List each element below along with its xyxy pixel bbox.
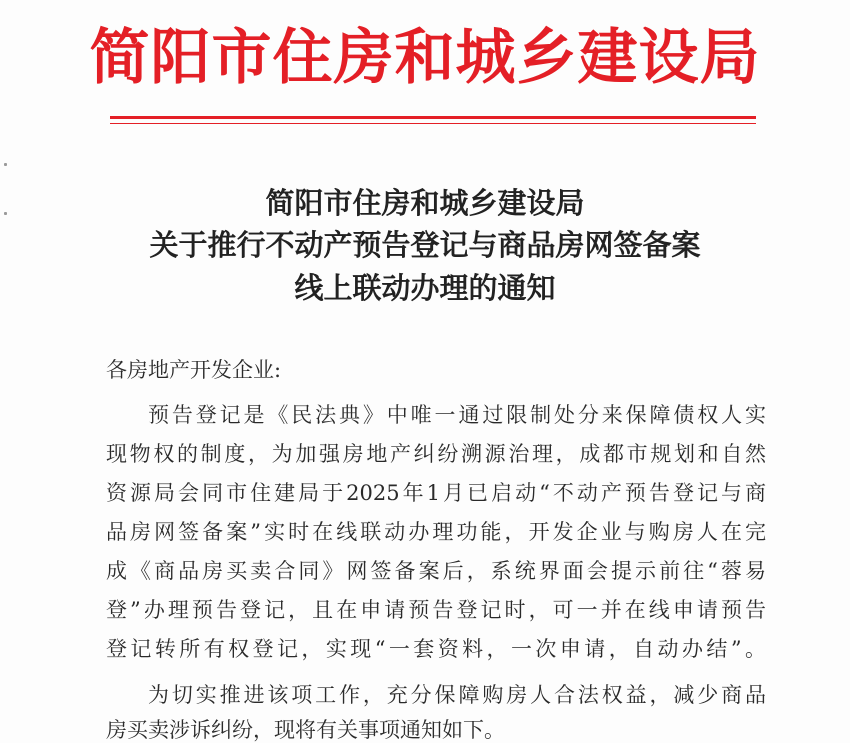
paragraph-line: 预告登记是《民法典》中唯一通过限制处分来保障债权人实 (148, 403, 766, 427)
letterhead-rule-thick (110, 116, 756, 119)
scan-speck (4, 163, 7, 166)
paragraph-line: 资源局会同市住建局于2025年1月已启动“不动产预告登记与商 (106, 481, 766, 505)
paragraph-line: 登记转所有权登记，实现“一套资料，一次申请，自动办结”。 (106, 637, 766, 661)
document-title-line: 简阳市住房和城乡建设局 (265, 186, 585, 220)
letterhead-title: 简阳市住房和城乡建设局 (89, 23, 761, 93)
paragraph-line: 品房网签备案”实时在线联动办理功能，开发企业与购房人在完 (106, 520, 766, 544)
paragraph-line: 为切实推进该项工作，充分保障购房人合法权益，减少商品 (148, 683, 766, 707)
document-title-line: 关于推行不动产预告登记与商品房网签备案 (149, 228, 701, 262)
salutation: 各房地产开发企业: (106, 358, 282, 382)
paragraph-line: 成《商品房买卖合同》网签备案后，系统界面会提示前往“蓉易 (106, 559, 766, 583)
paragraph-line: 登”办理预告登记，且在申请预告登记时，可一并在线申请预告 (106, 598, 766, 622)
paragraph-line: 房买卖涉诉纠纷，现将有关事项通知如下。 (106, 718, 505, 742)
paragraph-line: 现物权的制度，为加强房地产纠纷溯源治理，成都市规划和自然 (106, 442, 766, 466)
document-title-line: 线上联动办理的通知 (294, 271, 556, 305)
letterhead-rule-thin (110, 123, 756, 124)
